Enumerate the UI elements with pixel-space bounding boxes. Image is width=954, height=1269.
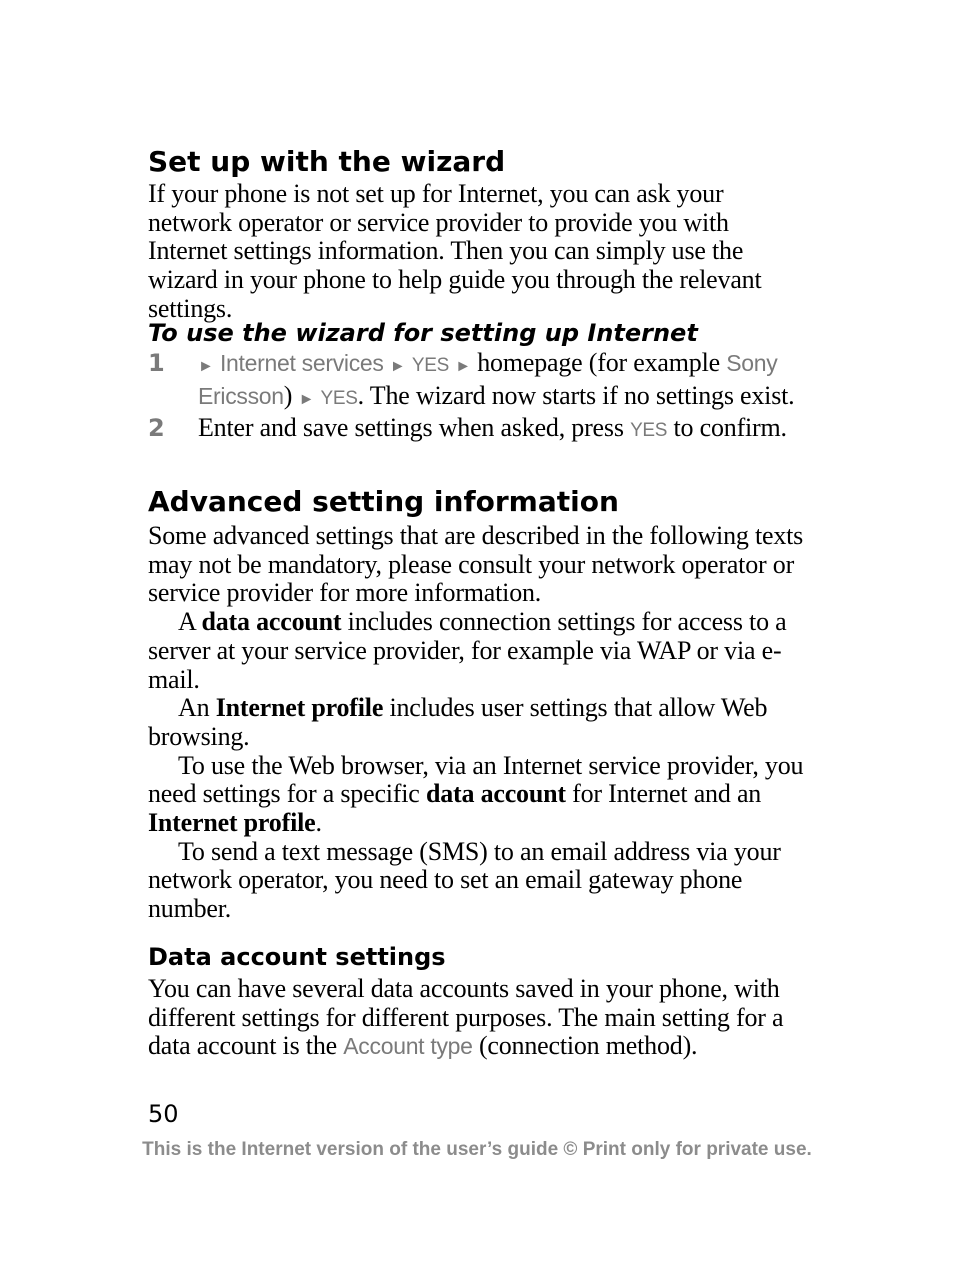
advanced-body bbox=[148, 522, 808, 924]
step-number: 2 bbox=[148, 414, 165, 443]
procedure-steps bbox=[148, 349, 808, 446]
para-text: includes connection settings for access to a server at your service provider, for example via WAP or via e-mail. bbox=[148, 607, 787, 694]
menu-arrow-icon: ► bbox=[298, 390, 315, 408]
step-text: ) bbox=[283, 380, 293, 410]
data-account-paragraph bbox=[148, 975, 808, 1061]
menu-path-account-type: Account type bbox=[343, 1033, 473, 1060]
menu-path-sony-ericsson: Sony Ericsson bbox=[198, 350, 778, 409]
step-text: . The wizard now starts if no settings exist. bbox=[357, 380, 795, 410]
advanced-para-2 bbox=[148, 608, 808, 694]
term-internet-profile: Internet profile bbox=[148, 808, 316, 838]
term-data-account: data account bbox=[201, 607, 342, 637]
para-text: (connection method). bbox=[478, 1031, 698, 1061]
menu-path-internet-services: Internet services bbox=[219, 350, 384, 376]
advanced-para-5: To send a text message (SMS) to an email address via your network operator, you need to set an email gateway phone number. bbox=[148, 836, 781, 924]
menu-path-yes: YES bbox=[320, 387, 358, 409]
advanced-para-4 bbox=[148, 752, 808, 838]
para-text: for Internet and an bbox=[572, 779, 762, 809]
step-2 bbox=[148, 414, 808, 446]
para-text: A bbox=[178, 607, 196, 637]
para-text: You can have several data accounts saved in your phone, with different settings for different purposes. The main setting for a data account is the bbox=[148, 974, 784, 1061]
footer-notice: This is the Internet version of the user’s guide © Print only for private use. bbox=[142, 1139, 812, 1160]
para-text: . bbox=[315, 808, 322, 838]
menu-path-yes: YES bbox=[411, 355, 449, 376]
para-text: To use the Web browser, via an Internet service provider, you need settings for a specific bbox=[148, 750, 804, 809]
menu-arrow-icon: ► bbox=[455, 358, 471, 375]
procedure-title: To use the wizard for setting up Internet bbox=[148, 319, 698, 347]
menu-arrow-icon: ► bbox=[198, 358, 214, 375]
step-text: Enter and save settings when asked, press bbox=[198, 413, 624, 443]
advanced-para-1: Some advanced settings that are described in the following texts may not be mandatory, please consult your network operator or service provider for more information. bbox=[148, 521, 804, 608]
para-text: An bbox=[178, 693, 210, 723]
advanced-para-3 bbox=[148, 694, 808, 751]
wizard-intro-paragraph: If your phone is not set up for Internet, you can ask your network operator or service provider to provide you with Internet settings information. Then you can simply use the wizard in your phone to help guide you through the relevant settings. bbox=[148, 179, 762, 323]
para-text: includes user settings that allow Web browsing. bbox=[148, 693, 768, 751]
section-title-data-account-settings: Data account settings bbox=[148, 943, 446, 971]
term-internet-profile: Internet profile bbox=[215, 693, 384, 723]
section-title-wizard: Set up with the wizard bbox=[148, 145, 506, 178]
step-text: homepage (for example bbox=[477, 348, 720, 377]
section-title-advanced: Advanced setting information bbox=[148, 485, 619, 518]
step-text: to confirm. bbox=[673, 413, 787, 443]
step-number: 1 bbox=[148, 349, 165, 377]
menu-arrow-icon: ► bbox=[389, 358, 406, 375]
term-data-account: data account bbox=[425, 779, 566, 809]
menu-path-yes: YES bbox=[630, 420, 668, 442]
page-number: 50 bbox=[148, 1100, 179, 1128]
step-1 bbox=[148, 349, 808, 414]
